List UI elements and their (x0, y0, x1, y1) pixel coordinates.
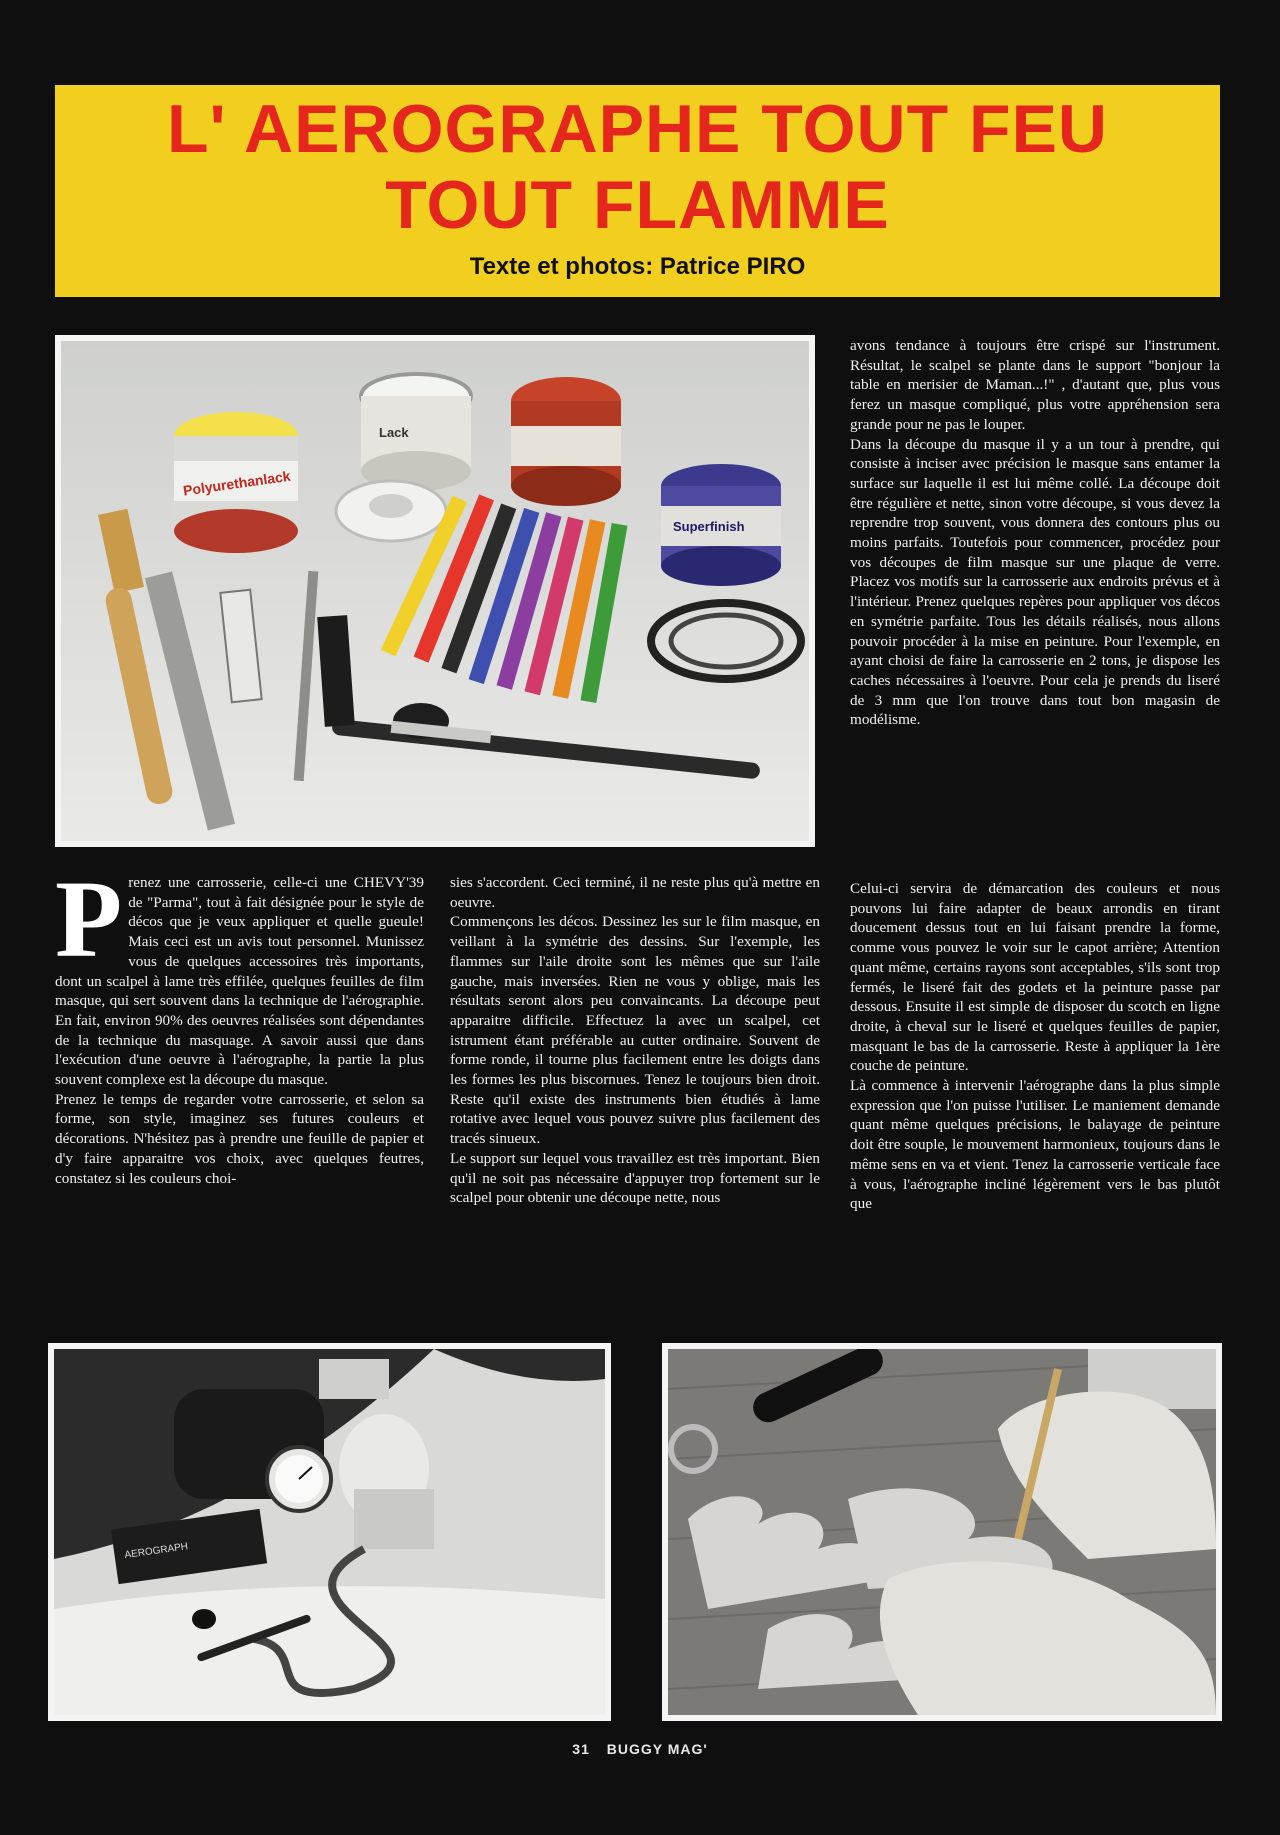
tape-roll (336, 481, 446, 541)
paint-supplies-illustration (61, 341, 809, 841)
svg-text:Lack: Lack (379, 425, 409, 440)
photo-mask-cutting (662, 1343, 1222, 1721)
byline: Texte et photos: Patrice PIRO (469, 253, 806, 280)
blue-paint-can (661, 464, 781, 586)
white-paint-can (361, 374, 471, 491)
svg-text:Polyurethanlack: Polyurethanlack (182, 467, 292, 499)
photo-compressor (48, 1343, 611, 1721)
paragraph: Celui-ci servira de démarcation des couleurs et nous pouvons lui faire adapter de beaux arrondis en tirant doucement dessus tout en lui faisant prendre la forme, comme vous pouvez le voir sur le capot arrière; Attention quant même, certains rayons sont acceptables, s'ils sont trop fermés, le liseré fait des godets et la peinture passe par dessous. Ensuite il est simple de disposer du scotch en ligne droite, à cheval sur le liseré et quelques feuilles de papier, masquant le bas de la carrosserie. Reste à appliquer la 1ère couche de peinture. (850, 880, 1220, 1075)
article-column-3-upper (850, 336, 1220, 730)
paragraph: Là commence à intervenir l'aérographe dans la plus simple expression que l'on puisse l'utiliser. Le maniement demande quant même quelques précisions, le balayage de peinture doit être souple, le mouvement harmonieux, toujours dans le même sens en va et vient. Tenez la carrosserie verticale face à vous, l'aérographe incliné légèrement vers le bas plutôt que (850, 1077, 1220, 1213)
magazine-name: BUGGY MAG' (606, 1741, 708, 1757)
title-band (55, 85, 1220, 297)
paragraph: renez une carrosserie, celle-ci une CHEVY'39 de "Parma", tout à fait désignée pour le style de décos que je veux appliquer et quelle gueule! Mais ceci est un avis tout personnel. Munissez vous de quelques accessoires très importants, dont un scalpel à lame très effilée, quelques feuilles de film masque, qui sert souvent dans la technique de l'aérographie. En fait, environ 90% des oeuvres réalisées sont dépendantes de la technique du masquage. A savoir aussi que dans l'exécution d'une oeuvre à l'aérographe, la partie la plus souvent complexe est la découpe du masque. (55, 874, 424, 1089)
article-column-3-lower (850, 879, 1220, 1214)
paragraph: Commençons les décos. Dessinez les sur le film masque, en veillant à la symétrie des dessins. Sur l'exemple, les flammes sur l'aile droite sont les mêmes que sur l'aile gauche, mais inversées. Rien ne vous y oblige, mais les résultats seront alors peu convaincants. La découpe peut apparaitre difficile. Effectuez la avec un scalpel, cet istrument étant préférable au cutter ordinaire. Souvent de forme ronde, il tourne plus facilement entre les doigts dans les formes les plus biscornues. Tenez le toujours bien droit. Reste qu'il existe des instruments bien étudiés à lame rotative avec lequel vous pouvez suivre plus facilement des tracés sinueux. (450, 913, 820, 1148)
compressor-illustration (54, 1349, 605, 1715)
article-column-1 (55, 858, 424, 1188)
page-number: 31 (572, 1741, 590, 1757)
paragraph: sies s'accordent. Ceci terminé, il ne reste plus qu'à mettre en oeuvre. (450, 874, 820, 911)
red-paint-can (511, 377, 621, 506)
paragraph: Prenez le temps de regarder votre carrosserie, et selon sa forme, son style, imaginez ses futures couleurs et décorations. N'hésitez pas à prendre une feuille de papier et d'y faire apparaitre vos choix, avec quelques feutres, constatez si les couleurs choi- (55, 1090, 424, 1187)
svg-text:AEROGRAPH: AEROGRAPH (123, 1541, 189, 1561)
svg-text:Superfinish: Superfinish (673, 519, 745, 534)
paragraph: Dans la découpe du masque il y a un tour à prendre, qui consiste à inciser avec précision le masque sans entamer la surface sur laquelle il est lui même collé. La découpe doit être régulière et nette, sinon votre découpe, si vous devez la reprendre trop souvent, vous donnera des contours plus ou moins parfaits. Toutefois pour commencer, procédez pour vos découpes de film masque sur une plaque de verre. Placez vos motifs sur la carrosserie aux endroits prévus et à l'intérieur. Prenez quelques repères pour appliquer vos décos en symétrie parfaite. Tous les détails réalisés, nous allons pouvoir procéder à la mise en peinture. Pour l'exemple, en ayant choisi de faire la carrosserie en 2 tons, je dispose les caches nécessaires à l'oeuvre. Pour cela je prends du liseré de 3 mm que l'on trouve dans tout bon magasin de modélisme. (850, 435, 1220, 729)
article-title-line-2: TOUT FLAMME (385, 167, 890, 243)
photo-paint-supplies (55, 335, 815, 847)
yellow-paint-can (174, 412, 298, 553)
drop-cap: P (55, 858, 123, 980)
paragraph: Le support sur lequel vous travaillez est très important. Bien qu'il ne soit pas nécessaire d'appuyer trop fortement sur le scalpel pour obtenir une découpe nette, nous (450, 1149, 820, 1207)
paragraph: avons tendance à toujours être crispé sur l'instrument. Résultat, le scalpel se plante dans le support "bonjour la table en merisier de Maman...!" , d'autant que, plus vous ferez un masque compliqué, plus votre appréhension sera grande pour ne pas le louper. (850, 337, 1220, 433)
article-column-2 (450, 873, 820, 1208)
article-title-line-1: L' AEROGRAPHE TOUT FEU (166, 91, 1109, 167)
mask-cutting-illustration (668, 1349, 1216, 1715)
page-footer (0, 1741, 1280, 1757)
